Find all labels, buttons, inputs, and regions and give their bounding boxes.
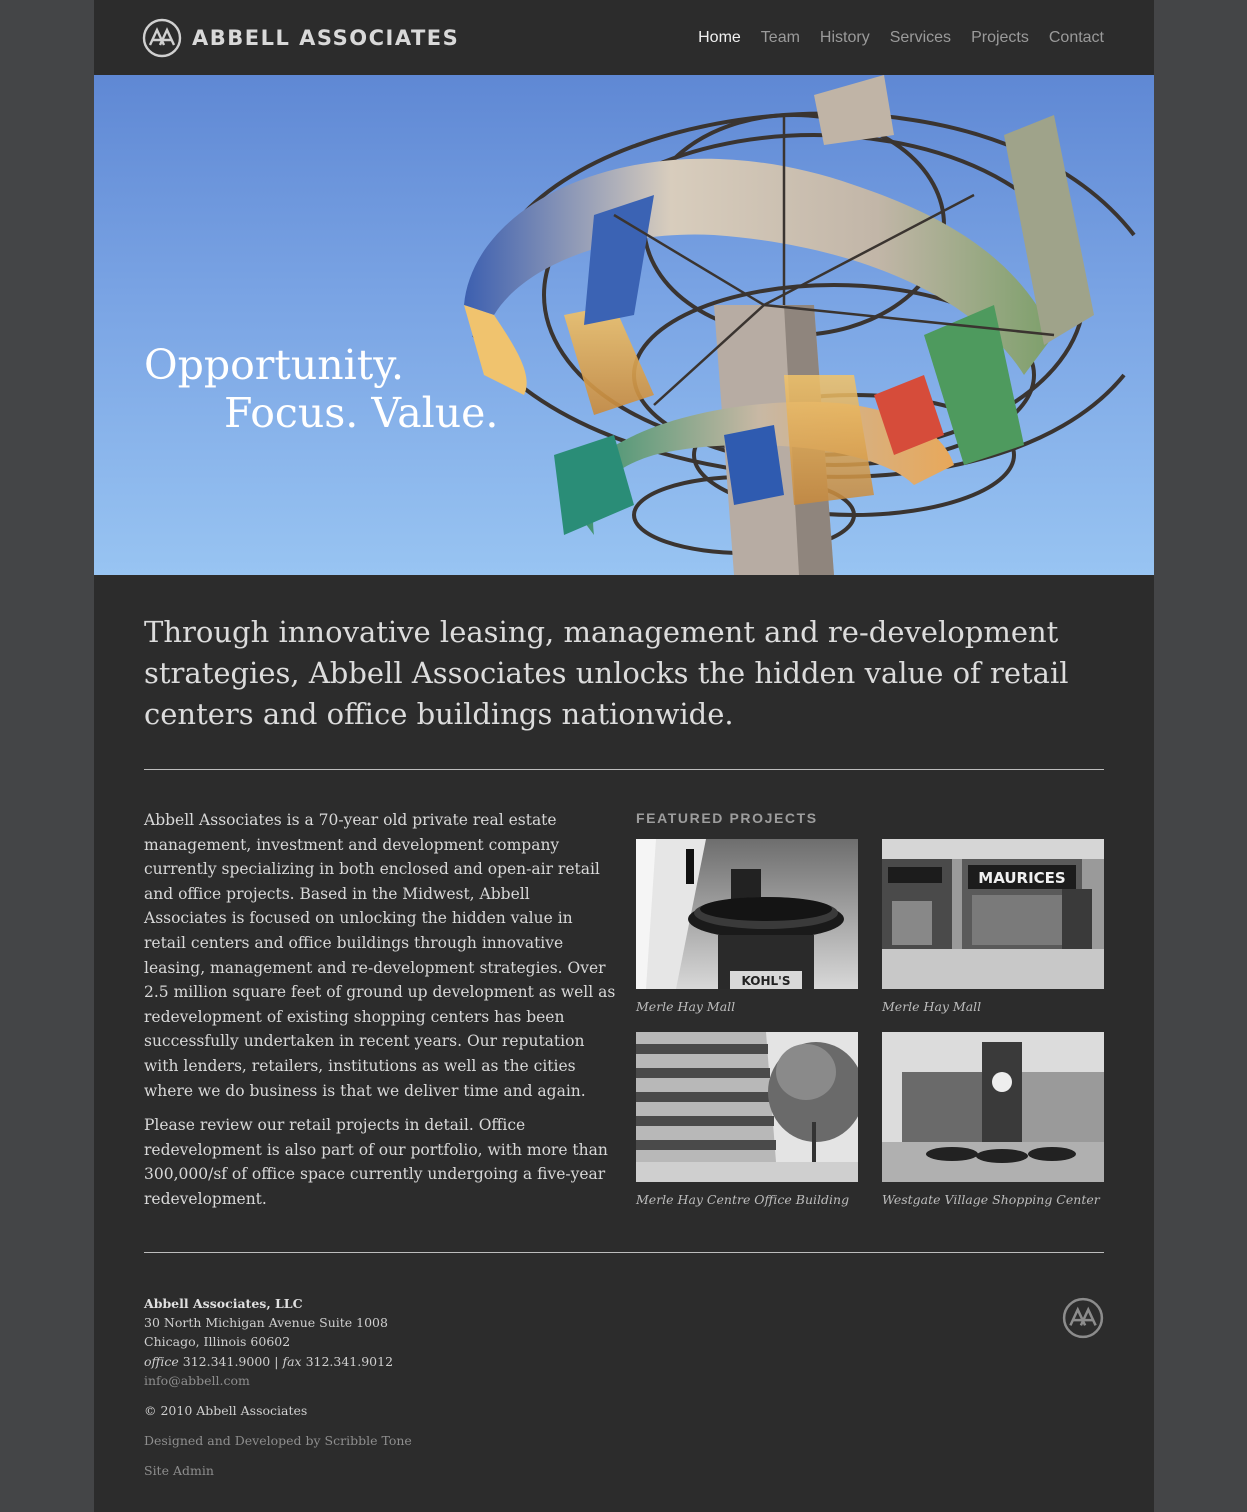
- fax-label: fax: [282, 1353, 302, 1369]
- nav-contact[interactable]: Contact: [1048, 29, 1104, 46]
- project-thumbnail[interactable]: [882, 1032, 1104, 1207]
- project-photo: [882, 1032, 1104, 1182]
- nav-services[interactable]: Services: [889, 29, 952, 46]
- divider: [144, 769, 1104, 770]
- footer-email-link[interactable]: info@abbell.com: [144, 1372, 250, 1388]
- footer-address-line1: 30 North Michigan Avenue Suite 1008: [144, 1315, 388, 1331]
- divider: [144, 1252, 1104, 1253]
- office-label: office: [144, 1353, 179, 1369]
- site-footer: [144, 1294, 1104, 1481]
- sculpture-image: [94, 75, 1154, 575]
- hero-banner: [94, 75, 1154, 575]
- project-caption: Merle Hay Centre Office Building: [636, 1192, 850, 1207]
- footer-company-name: Abbell Associates, LLC: [144, 1296, 303, 1311]
- fax-phone: 312.341.9012: [305, 1353, 394, 1369]
- sign-text: KOHL'S: [741, 974, 791, 988]
- store-sign-text: MAURICES: [978, 869, 1066, 887]
- about-paragraph-1: Abbell Associates is a 70-year old private real estate management, investment and development company currently specializing in both enclosed and open-air retail and office projects. Based in the Midwest, Abbell Associates is focused on unlocking the hidden value in retail centers and office buildings through innovative leasing, management and re-development strategies. Over 2.5 million square feet of ground up development as well as redevelopment of existing shopping centers has been successfully undertaken in recent years. Our reputation with lenders, retailers, institutions as well as the cities where we do business is that we deliver time and again.: [144, 811, 616, 1100]
- site-admin-link[interactable]: Site Admin: [144, 1463, 214, 1479]
- nav-home[interactable]: Home: [698, 29, 741, 46]
- footer-phone-line: [144, 1352, 1104, 1371]
- project-caption: Merle Hay Mall: [636, 999, 736, 1014]
- office-phone: 312.341.9000: [182, 1353, 271, 1369]
- hero-tagline-line1: Opportunity.: [144, 341, 405, 389]
- footer-credit-link[interactable]: Designed and Developed by Scribble Tone: [144, 1433, 412, 1449]
- footer-address-line2: Chicago, Illinois 60602: [144, 1334, 291, 1350]
- hero-tagline-line2: Focus. Value.: [224, 389, 499, 437]
- project-thumbnail[interactable]: [636, 839, 858, 1014]
- site-header: [94, 0, 1154, 75]
- nav-history[interactable]: History: [819, 29, 870, 46]
- main-nav: [678, 29, 1104, 47]
- project-thumbnail[interactable]: [636, 1032, 858, 1207]
- footer-copyright: © 2010 Abbell Associates: [144, 1403, 308, 1419]
- project-caption: Merle Hay Mall: [882, 999, 982, 1014]
- aa-monogram-icon: [142, 18, 182, 58]
- phone-separator: |: [274, 1353, 279, 1369]
- brand-name: ABBELL ASSOCIATES: [192, 26, 460, 50]
- project-photo: [636, 1032, 858, 1182]
- featured-projects: [636, 810, 1104, 1207]
- project-thumbnail[interactable]: [882, 839, 1104, 1014]
- project-caption: Westgate Village Shopping Center: [882, 1192, 1100, 1207]
- site-logo[interactable]: [142, 17, 459, 59]
- project-photo: [882, 839, 1104, 989]
- project-photo: [636, 839, 858, 989]
- nav-projects[interactable]: Projects: [971, 29, 1029, 46]
- page-container: [94, 0, 1154, 1512]
- featured-projects-title: FEATURED PROJECTS: [636, 810, 818, 826]
- about-paragraph-2: Please review our retail projects in detail. Office redevelopment is also part of our portfolio, with more than 300,000/sf of office space currently undergoing a five-year redevelopment.: [144, 1116, 608, 1208]
- nav-team[interactable]: Team: [760, 29, 800, 46]
- about-section: [144, 808, 616, 1222]
- intro-statement: Through innovative leasing, management and re-development strategies, Abbell Associates unlocks the hidden value of retail centers and office buildings nationwide.: [144, 615, 1069, 731]
- aa-monogram-icon: [1062, 1297, 1104, 1339]
